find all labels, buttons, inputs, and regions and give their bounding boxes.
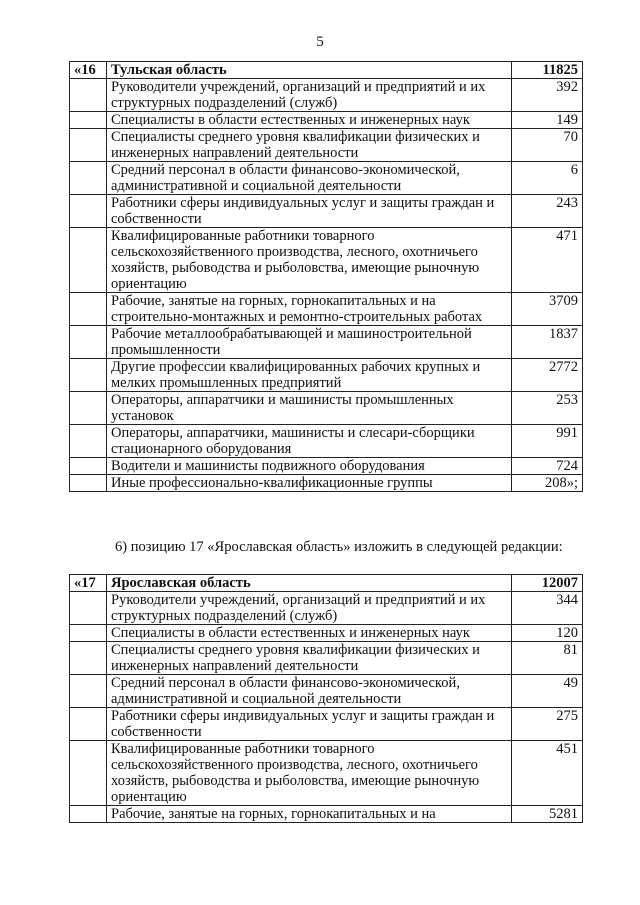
row-label: Специалисты в области естественных и инженерных наук (107, 625, 512, 642)
table-row (70, 392, 583, 425)
table-row (70, 625, 583, 642)
position-number: «16 (70, 62, 107, 79)
table-row (70, 425, 583, 458)
row-value: 724 (512, 458, 583, 475)
row-value: 471 (512, 228, 583, 293)
region-table-16 (69, 61, 583, 492)
row-label: Рабочие, занятые на горных, горнокапитальных и на (107, 806, 512, 823)
table-row (70, 79, 583, 112)
region-name: Тульская область (107, 62, 512, 79)
row-value: 991 (512, 425, 583, 458)
table-row (70, 708, 583, 741)
row-value: 208»; (512, 475, 583, 492)
row-value: 120 (512, 625, 583, 642)
row-value: 149 (512, 112, 583, 129)
row-label: Средний персонал в области финансово-экономической, административной и социальной деятельности (107, 162, 512, 195)
table-row (70, 359, 583, 392)
row-label: Специалисты среднего уровня квалификации физических и инженерных направлений деятельности (107, 642, 512, 675)
row-value: 5281 (512, 806, 583, 823)
row-label: Операторы, аппаратчики, машинисты и слесари-сборщики стационарного оборудования (107, 425, 512, 458)
row-label: Средний персонал в области финансово-экономической, административной и социальной деятельности (107, 675, 512, 708)
row-label: Работники сферы индивидуальных услуг и защиты граждан и собственности (107, 195, 512, 228)
table-row (70, 458, 583, 475)
row-value: 275 (512, 708, 583, 741)
row-label: Работники сферы индивидуальных услуг и защиты граждан и собственности (107, 708, 512, 741)
row-label: Специалисты среднего уровня квалификации физических и инженерных направлений деятельности (107, 129, 512, 162)
table-row (70, 642, 583, 675)
table-row (70, 129, 583, 162)
region-table-17 (69, 574, 583, 823)
row-label: Квалифицированные работники товарного сельскохозяйственного производства, лесного, охотничьего хозяйств, рыбоводства и рыболовства, имеющие рыночную ориентацию (107, 228, 512, 293)
row-value: 253 (512, 392, 583, 425)
row-label: Специалисты в области естественных и инженерных наук (107, 112, 512, 129)
row-value: 6 (512, 162, 583, 195)
row-label: Руководители учреждений, организаций и предприятий и их структурных подразделений (служб) (107, 592, 512, 625)
row-value: 451 (512, 741, 583, 806)
table-row (70, 741, 583, 806)
table-row (70, 806, 583, 823)
row-value: 70 (512, 129, 583, 162)
table-header-row (70, 62, 583, 79)
row-value: 344 (512, 592, 583, 625)
row-value: 49 (512, 675, 583, 708)
row-label: Рабочие, занятые на горных, горнокапитальных и на строительно-монтажных и ремонтно-строительных работах (107, 293, 512, 326)
row-label: Руководители учреждений, организаций и предприятий и их структурных подразделений (служб) (107, 79, 512, 112)
table-row (70, 326, 583, 359)
region-total: 12007 (512, 575, 583, 592)
table-row (70, 293, 583, 326)
page-number: 5 (316, 34, 324, 50)
table-row (70, 162, 583, 195)
table-row (70, 675, 583, 708)
row-label: Рабочие металлообрабатывающей и машиностроительной промышленности (107, 326, 512, 359)
table-row (70, 228, 583, 293)
row-value: 1837 (512, 326, 583, 359)
row-label: Водители и машинисты подвижного оборудования (107, 458, 512, 475)
row-value: 392 (512, 79, 583, 112)
row-label: Другие профессии квалифицированных рабочих крупных и мелких промышленных предприятий (107, 359, 512, 392)
table-row (70, 195, 583, 228)
row-value: 243 (512, 195, 583, 228)
row-label: Операторы, аппаратчики и машинисты промышленных установок (107, 392, 512, 425)
position-number: «17 (70, 575, 107, 592)
row-label: Иные профессионально-квалификационные группы (107, 475, 512, 492)
region-name: Ярославская область (107, 575, 512, 592)
region-total: 11825 (512, 62, 583, 79)
row-value: 81 (512, 642, 583, 675)
table-row (70, 112, 583, 129)
table-row (70, 475, 583, 492)
row-value: 2772 (512, 359, 583, 392)
amendment-paragraph: 6) позицию 17 «Ярославская область» изложить в следующей редакции: (115, 539, 563, 555)
row-label: Квалифицированные работники товарного сельскохозяйственного производства, лесного, охотничьего хозяйств, рыбоводства и рыболовства, имеющие рыночную ориентацию (107, 741, 512, 806)
table-header-row (70, 575, 583, 592)
table-row (70, 592, 583, 625)
row-value: 3709 (512, 293, 583, 326)
